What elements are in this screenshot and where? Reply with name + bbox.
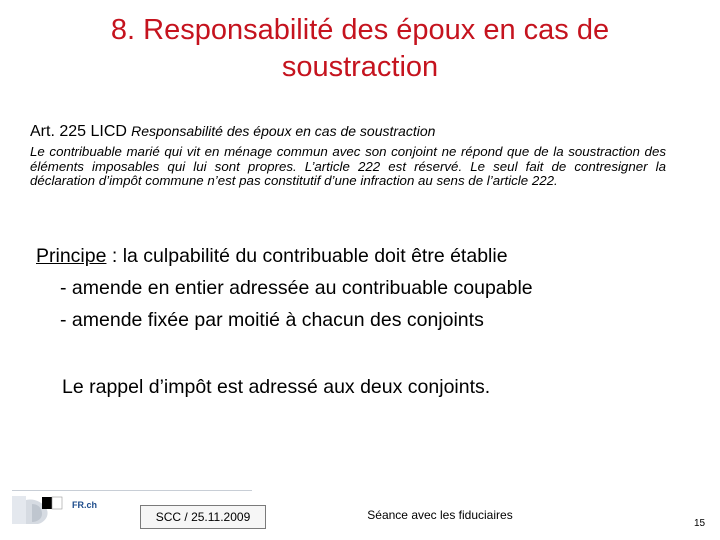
principle-label: Principe: [36, 245, 107, 267]
principle-bullet-2: - amende fixée par moitié à chacun des conjoints: [60, 309, 484, 331]
page-number: 15: [694, 518, 706, 529]
article-heading: [30, 121, 666, 142]
rappel-text: Le rappel d’impôt est adressé aux deux conjoints.: [62, 376, 491, 398]
logo-text: FR.ch: [72, 500, 98, 510]
footer-event-name: Séance avec les fiduciaires: [367, 508, 513, 522]
article-reference: Art. 225 LICD: [30, 123, 127, 140]
slide-title-line-1: 8. Responsabilité des époux en cas de: [110, 14, 610, 46]
slide-title: [20, 12, 700, 86]
principle-bullet-1: - amende en entier adressée au contribuable coupable: [60, 277, 533, 299]
article-text: Le contribuable marié qui vit en ménage commun avec son conjoint ne répond que de la soustraction des éléments imposables qui lui sont propres. L’article 222 est réservé. Le seul fait de contresigner la déclaration d’impôt commune n’est pas constitutif d’une infraction au sens de l’article 222.: [30, 144, 666, 188]
principle-block: [36, 240, 676, 336]
logo-graphic: [12, 494, 132, 526]
principle-line: [36, 240, 676, 272]
canton-fribourg-logo: [12, 494, 132, 526]
article-block: [30, 121, 666, 189]
principle-text: : la culpabilité du contribuable doit être établie: [106, 245, 508, 267]
slide-title-line-2: soustraction: [281, 51, 439, 83]
article-subtitle: Responsabilité des époux en cas de soustraction: [131, 123, 436, 139]
footer-date-box: SCC / 25.11.2009: [140, 505, 266, 529]
footer-divider: [12, 490, 252, 491]
